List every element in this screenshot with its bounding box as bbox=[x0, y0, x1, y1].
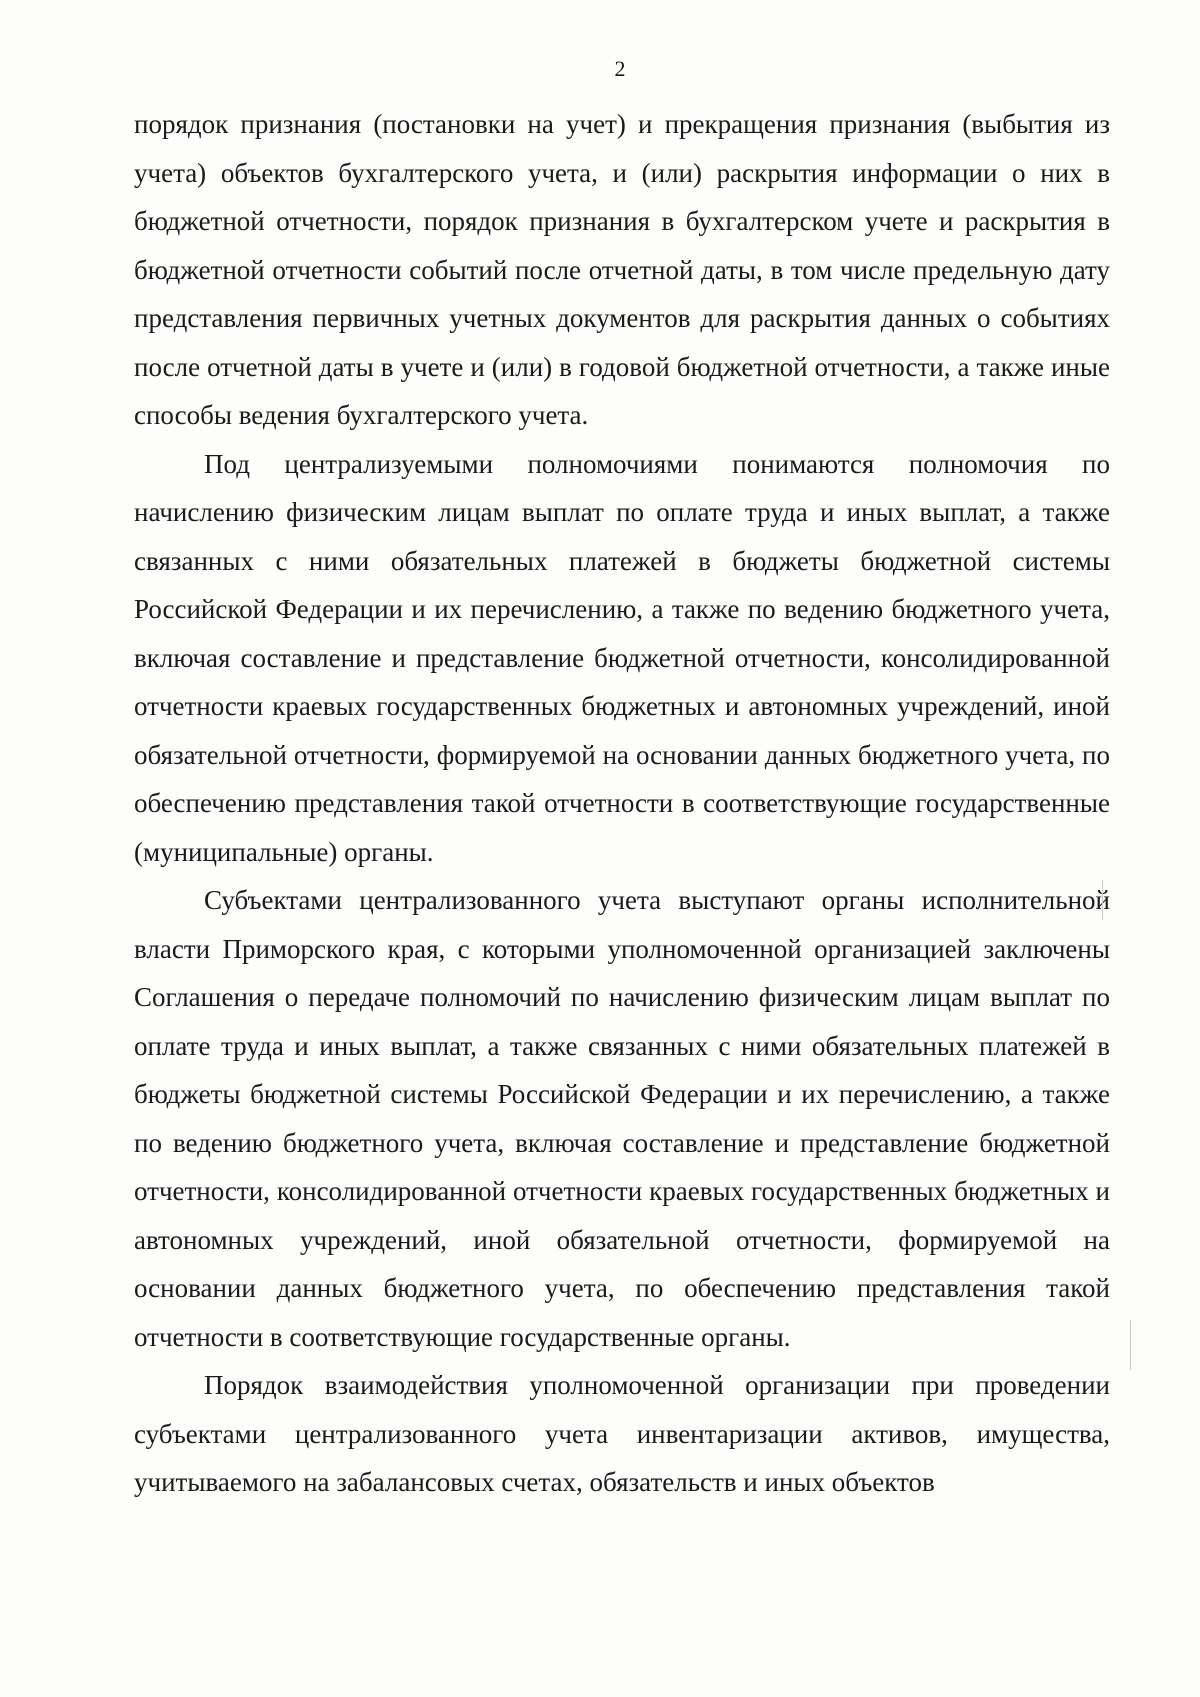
scan-edge-mark bbox=[1128, 1320, 1131, 1370]
page-number: 2 bbox=[614, 56, 626, 81]
paragraph-accounting-subjects: Субъектами централизованного учета выступают органы исполнительной власти Приморского края, с которыми уполномоченной организацией заключены Соглашения о передаче полномочий по начислению физическим лицам выплат по оплате труда и иных выплат, а также связанных с ними обязательных платежей в бюджеты бюджетной системы Российской Федерации и их перечислению, а также по ведению бюджетного учета, включая составление и представление бюджетной отчетности, консолидированной отчетности краевых государственных бюджетных и автономных учреждений, иной обязательной отчетности, формируемой на основании данных бюджетного учета, по обеспечению представления такой отчетности в соответствующие государственные органы. bbox=[134, 885, 1110, 1352]
body-text bbox=[134, 100, 1110, 1507]
paragraph-centralized-powers: Под централизуемыми полномочиями понимаются полномочия по начислению физическим лицам выплат по оплате труда и иных выплат, а также связанных с ними обязательных платежей в бюджеты бюджетной системы Российской Федерации и их перечислению, а также по ведению бюджетного учета, включая составление и представление бюджетной отчетности, консолидированной отчетности краевых государственных бюджетных и автономных учреждений, иной обязательной отчетности, формируемой на основании данных бюджетного учета, по обеспечению представления такой отчетности в соответствующие государственные (муниципальные) органы. bbox=[134, 448, 1110, 867]
scan-edge-mark bbox=[1100, 880, 1103, 920]
paragraph-continuation: порядок признания (постановки на учет) и прекращения признания (выбытия из учета) объектов бухгалтерского учета, и (или) раскрытия информации о них в бюджетной отчетности, порядок признания в бухгалтерском учете и раскрытия в бюджетной отчетности событий после отчетной даты, в том числе предельную дату представления первичных учетных документов для раскрытия данных о событиях после отчетной даты в учете и (или) в годовой бюджетной отчетности, а также иные способы ведения бухгалтерского учета. bbox=[134, 109, 1110, 430]
paragraph-interaction-procedure: Порядок взаимодействия уполномоченной организации при проведении субъектами централизованного учета инвентаризации активов, имущества, учитываемого на забалансовых счетах, обязательств и иных объектов bbox=[134, 1370, 1110, 1497]
